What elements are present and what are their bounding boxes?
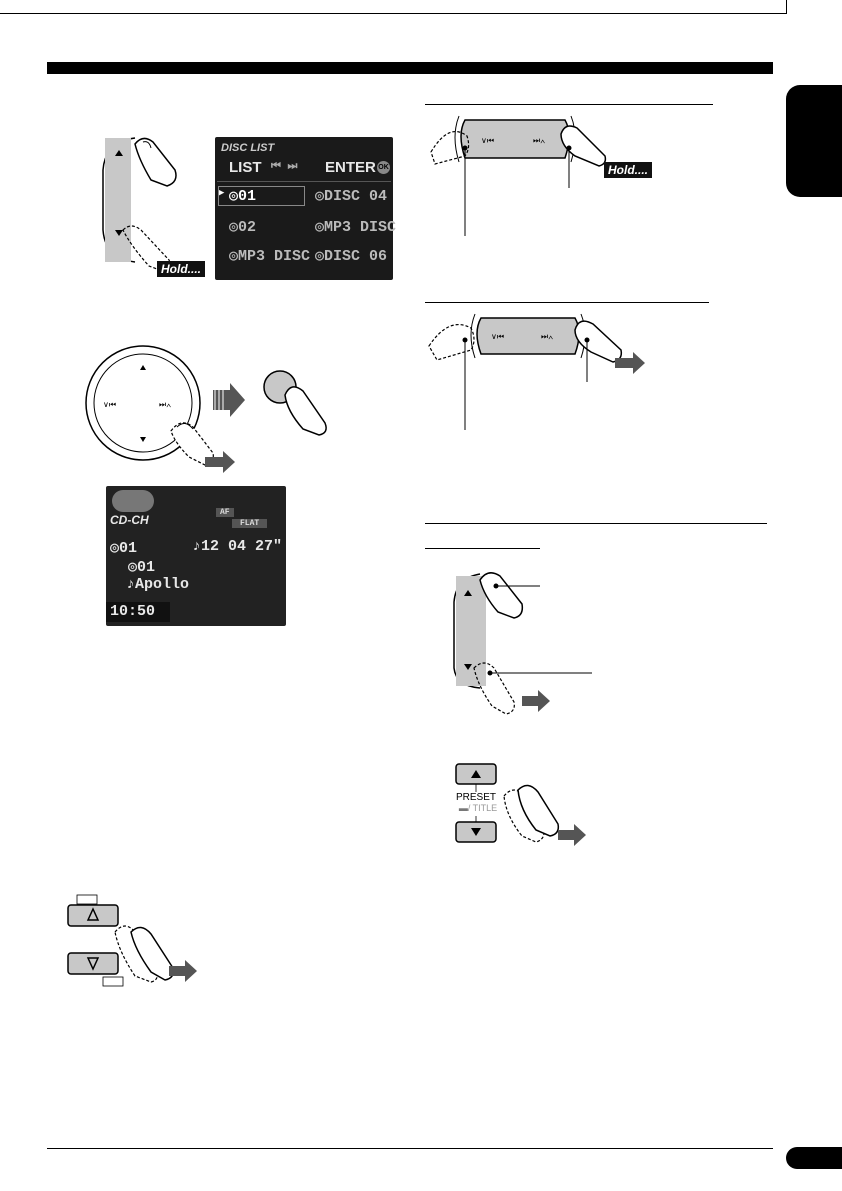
cd-changer-display bbox=[106, 486, 286, 626]
clock: 10:50 bbox=[110, 603, 156, 620]
folder-number: ◎01 bbox=[128, 559, 156, 576]
crop-line-vertical bbox=[786, 0, 787, 14]
figure-dial-press bbox=[85, 345, 355, 475]
af-indicator: AF bbox=[216, 508, 234, 517]
disc-item[interactable]: ◎MP3 DISC bbox=[315, 219, 397, 236]
disc-item[interactable]: ◎02 bbox=[229, 219, 257, 236]
figure-skip-hold bbox=[425, 112, 615, 242]
source-label: CD-CH bbox=[110, 513, 149, 527]
language-side-tab bbox=[786, 85, 842, 197]
section-rule-2 bbox=[425, 302, 709, 303]
section-rule-3 bbox=[425, 523, 767, 524]
arrow-right-icon bbox=[169, 960, 197, 982]
section-rule-3b bbox=[425, 548, 540, 549]
footer-rule bbox=[47, 1148, 773, 1149]
disc-item[interactable]: ◎DISC 06 bbox=[315, 248, 388, 265]
disc-list-display bbox=[215, 137, 397, 280]
figure-updown-press bbox=[450, 568, 600, 718]
disc-list-title: DISC LIST bbox=[221, 142, 275, 154]
track-number: ♪12 bbox=[192, 538, 220, 555]
crop-line bbox=[0, 13, 787, 14]
figure-skip-press bbox=[425, 310, 665, 435]
disc-number: ◎01 bbox=[110, 540, 138, 557]
ok-badge: OK bbox=[377, 161, 390, 174]
folder-icon: ▬ bbox=[458, 803, 468, 813]
selection-marker-icon: ▶ bbox=[219, 188, 225, 198]
eq-indicator: FLAT bbox=[232, 519, 267, 528]
page-number-tab bbox=[786, 1147, 842, 1169]
preset-label: PRESET bbox=[456, 792, 497, 803]
figure-remote-buttons bbox=[65, 892, 215, 992]
svg-text:∨⏮: ∨⏮ bbox=[481, 136, 495, 145]
header-bar bbox=[47, 62, 773, 74]
skip-icons: ⏮ ⏭ bbox=[271, 161, 298, 173]
arrow-right-icon bbox=[522, 690, 550, 712]
arrow-right-icon bbox=[213, 383, 245, 417]
enter-label: ENTER bbox=[325, 159, 376, 176]
title-label: ▬/ TITLE bbox=[458, 803, 498, 813]
svg-text:⏭∧: ⏭∧ bbox=[159, 400, 172, 409]
svg-text:∨⏮: ∨⏮ bbox=[103, 400, 117, 409]
play-time: 04 27" bbox=[228, 538, 283, 555]
disc-item[interactable]: ◎01 bbox=[229, 188, 257, 205]
svg-text:∨⏮: ∨⏮ bbox=[491, 332, 505, 341]
disc-item[interactable]: ◎DISC 04 bbox=[315, 188, 388, 205]
disc-graphic bbox=[112, 490, 154, 512]
disc-item[interactable]: ◎MP3 DISC bbox=[229, 248, 311, 265]
list-label: LIST bbox=[229, 159, 262, 176]
track-title: ♪Apollo bbox=[126, 576, 190, 593]
hold-badge: Hold.... bbox=[157, 261, 205, 277]
svg-text:⏭∧: ⏭∧ bbox=[533, 136, 546, 145]
section-rule-1 bbox=[425, 104, 713, 105]
svg-text:⏭∧: ⏭∧ bbox=[541, 332, 554, 341]
hold-badge: Hold.... bbox=[604, 162, 652, 178]
arrow-right-icon bbox=[558, 824, 586, 846]
list-divider bbox=[217, 181, 391, 182]
